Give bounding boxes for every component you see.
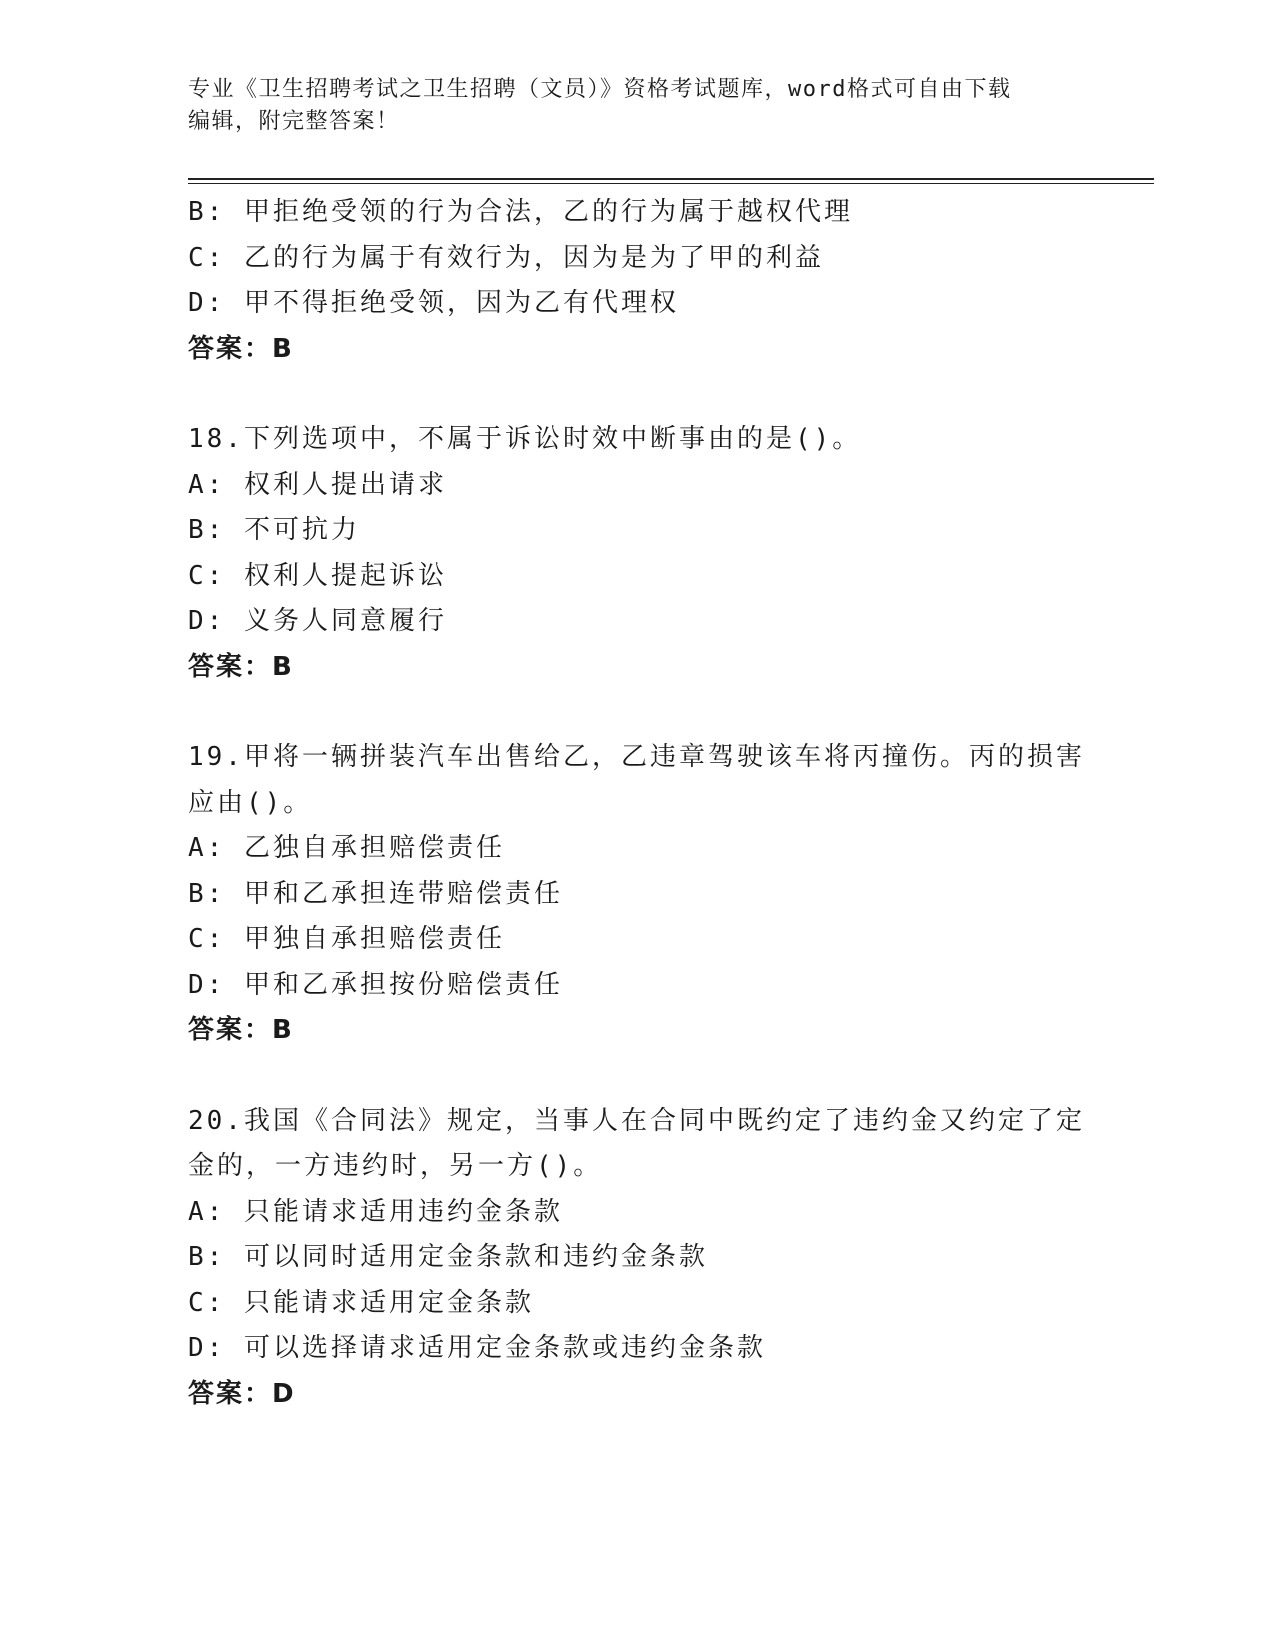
question-18 — [188, 417, 1088, 690]
option-c: C: 乙的行为属于有效行为，因为是为了甲的利益 — [188, 242, 824, 273]
option-a: A: 权利人提出请求 — [188, 469, 447, 500]
document-header — [188, 74, 1068, 138]
option-d: D: 甲不得拒绝受领，因为乙有代理权 — [188, 288, 679, 318]
header-rule-thick — [188, 178, 1154, 180]
header-line-1: 专业《卫生招聘考试之卫生招聘（文员）》资格考试题库，word格式可自由下载 — [188, 77, 1012, 102]
question-content — [188, 190, 1088, 1417]
question-stem: 19.甲将一辆拼装汽车出售给乙，乙违章驾驶该车将丙撞伤。丙的损害 — [188, 742, 1085, 772]
option-a: A: 乙独自承担赔偿责任 — [188, 833, 505, 863]
option-c: C: 只能请求适用定金条款 — [188, 1287, 534, 1318]
answer-label: 答案：B — [188, 651, 294, 682]
option-a: A: 只能请求适用违约金条款 — [188, 1196, 563, 1227]
answer-label: 答案：D — [188, 1378, 296, 1409]
option-b: B: 不可抗力 — [188, 515, 360, 545]
question-stem: 20.我国《合同法》规定，当事人在合同中既约定了违约金又约定了定 — [188, 1105, 1085, 1136]
option-c: C: 甲独自承担赔偿责任 — [188, 924, 505, 954]
option-d: D: 义务人同意履行 — [188, 606, 447, 636]
question-17-continuation — [188, 190, 1088, 372]
header-rule-thin — [188, 183, 1154, 184]
header-line-2: 编辑，附完整答案！ — [188, 109, 400, 134]
question-19 — [188, 735, 1088, 1054]
option-b: B: 可以同时适用定金条款和违约金条款 — [188, 1242, 708, 1272]
option-b: B: 甲拒绝受领的行为合法，乙的行为属于越权代理 — [188, 197, 853, 227]
option-b: B: 甲和乙承担连带赔偿责任 — [188, 878, 563, 909]
option-d: D: 可以选择请求适用定金条款或违约金条款 — [188, 1333, 766, 1363]
answer-label: 答案：B — [188, 333, 294, 364]
option-c: C: 权利人提起诉讼 — [188, 560, 447, 591]
question-stem-cont: 应由()。 — [188, 787, 313, 818]
question-20 — [188, 1099, 1088, 1418]
question-stem: 18.下列选项中，不属于诉讼时效中断事由的是()。 — [188, 424, 862, 454]
question-stem-cont: 金的，一方违约时，另一方()。 — [188, 1151, 603, 1181]
option-d: D: 甲和乙承担按份赔偿责任 — [188, 969, 563, 1000]
answer-label: 答案：B — [188, 1015, 294, 1045]
